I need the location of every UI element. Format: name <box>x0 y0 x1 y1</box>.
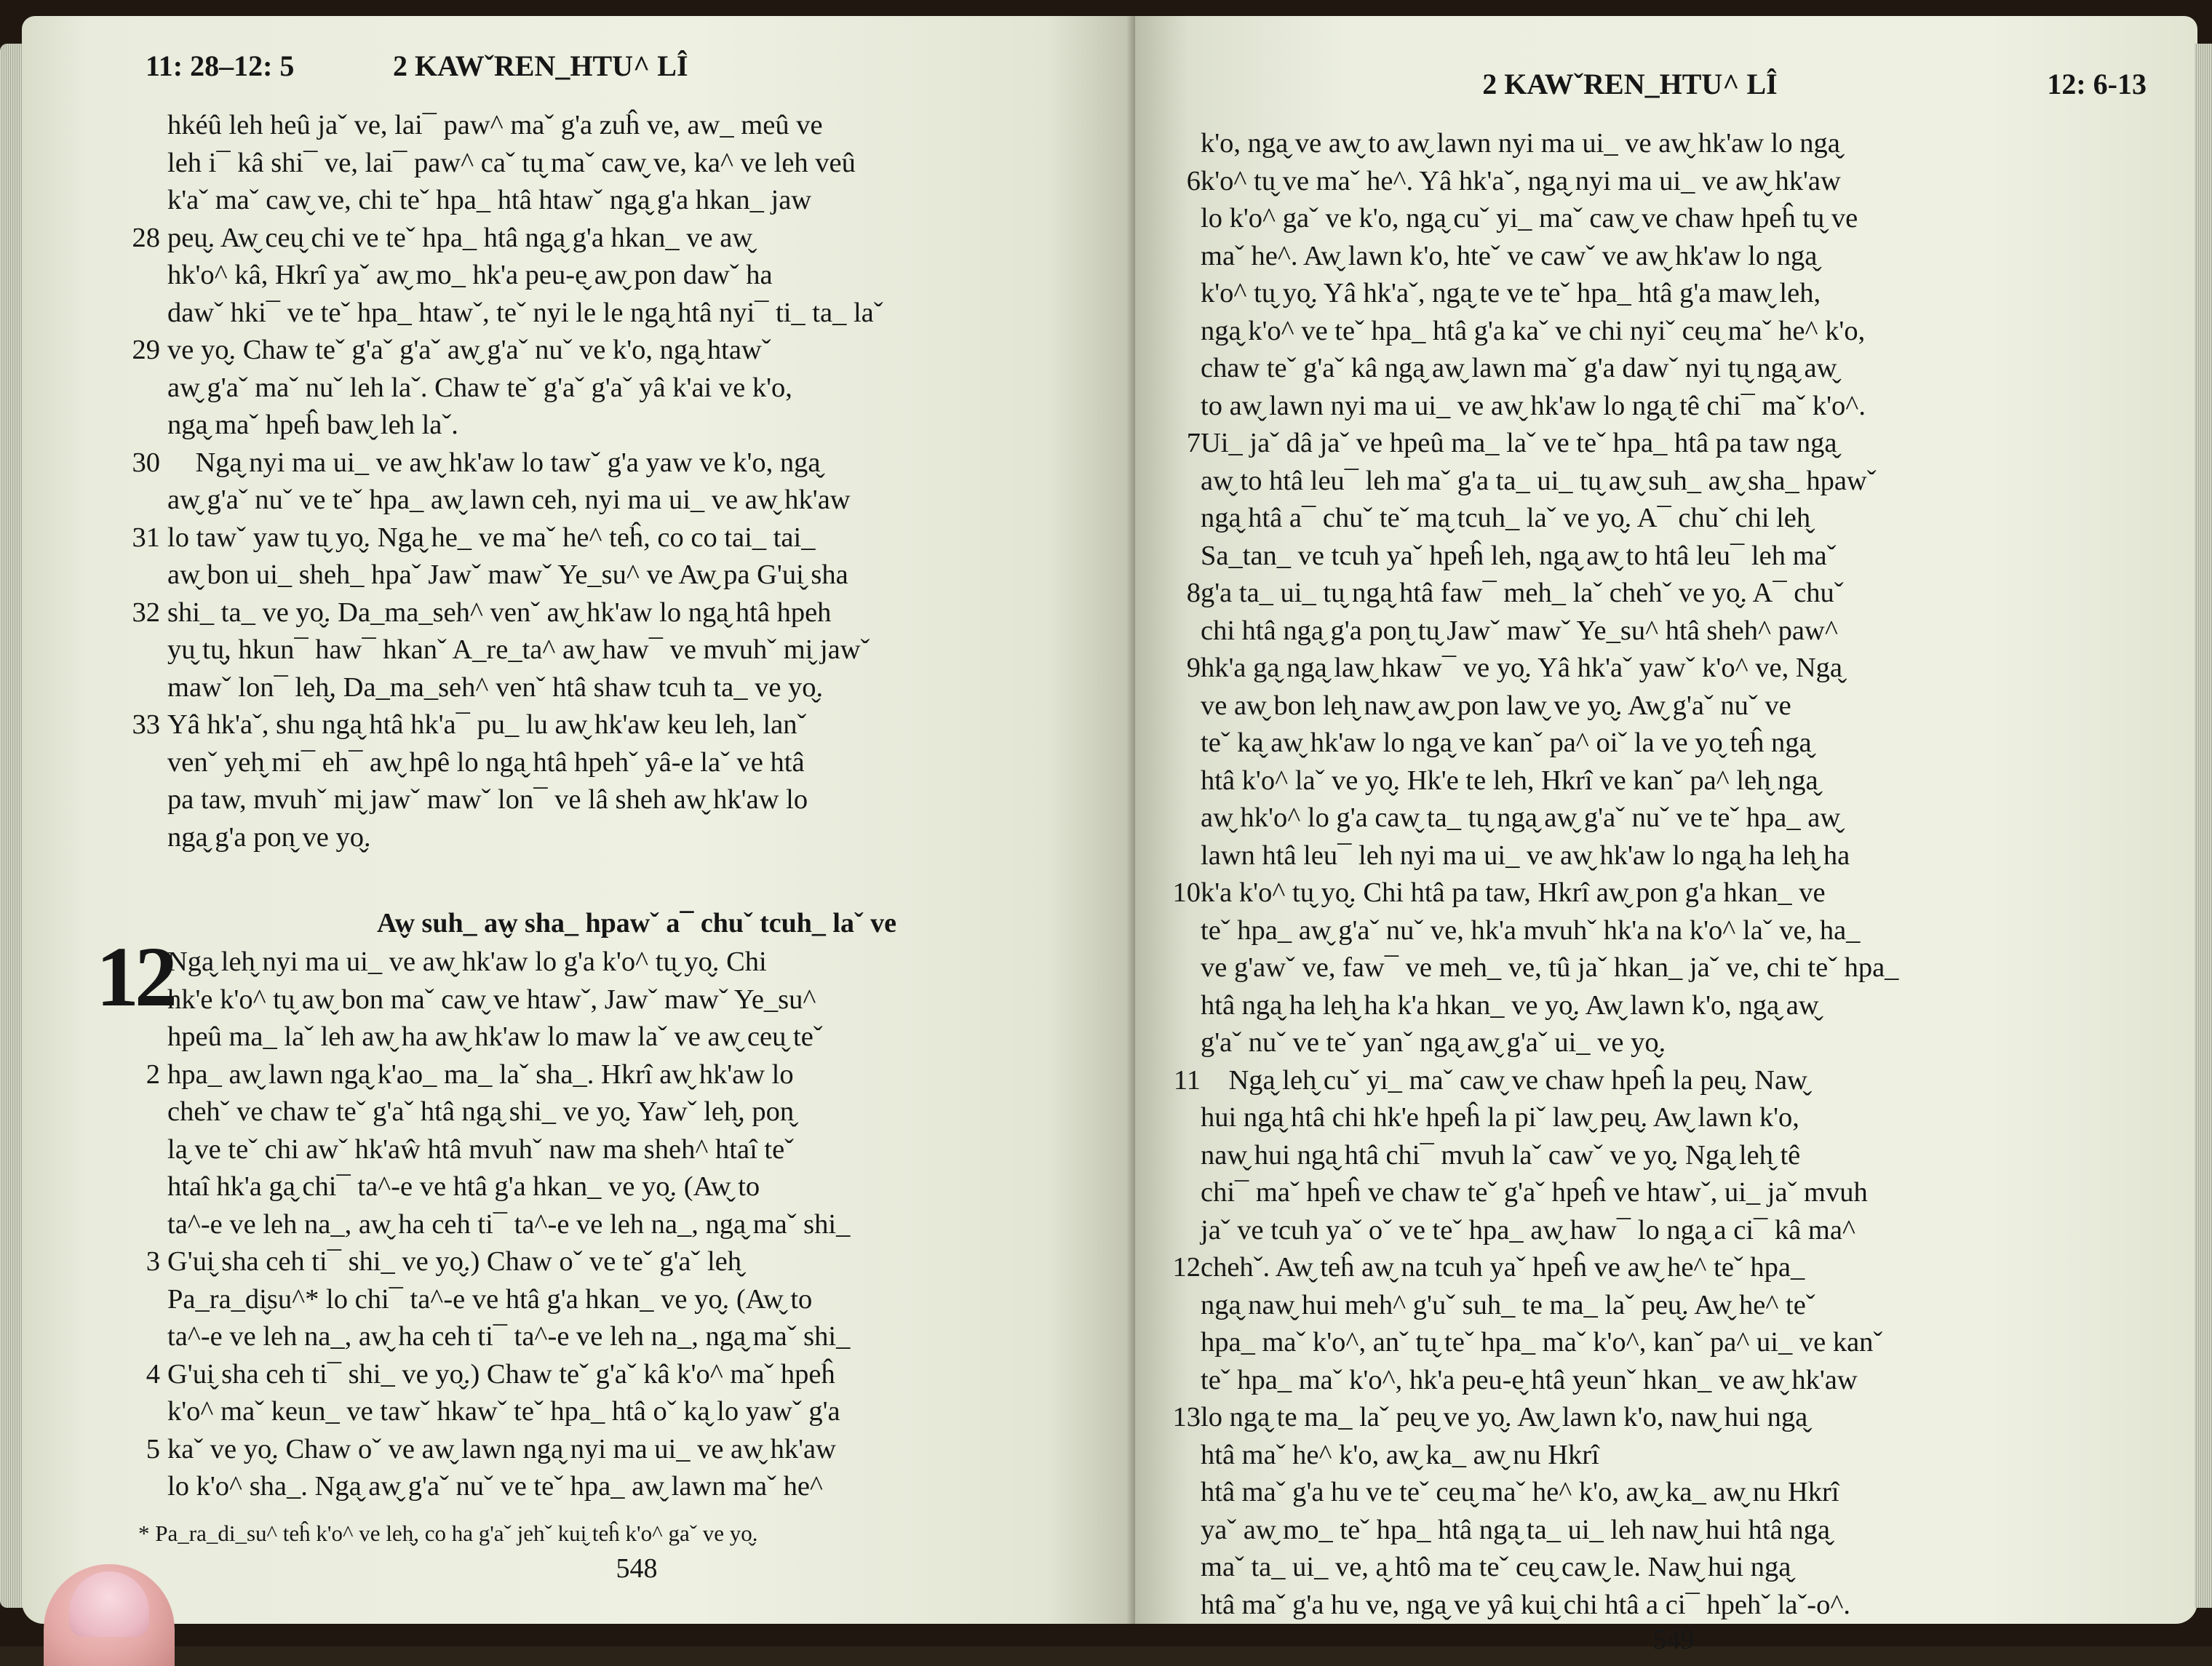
text-line <box>1201 1437 2147 1475</box>
line-text: Nga̬ leh̬ cuˇ yi_ maˇ caw̬ ve chaw hpeĥ la peu̬. Naw̬ <box>1201 1064 1807 1096</box>
verse-number: 2 <box>146 1059 160 1090</box>
line-text: teˇ hpa_ aw̬ g'aˇ nuˇ ve, hk'a mvuhˇ hk'a na k'o^ laˇ ve, ha_ <box>1201 914 1861 946</box>
line-text: lawn htâ leu¯ leh nyi ma ui_ ve aw̬ hk'aw lo nga̬ ha leh̬ ha <box>1201 840 1850 871</box>
text-line <box>167 1168 1106 1206</box>
line-text: k'o^ tu̬ ve maˇ he^. Yâ hk'aˇ, nga̬ nyi ma ui_ ve aw̬ hk'aw <box>1201 165 1841 196</box>
text-line <box>167 631 1106 669</box>
text-line <box>1201 1549 2147 1587</box>
text-line <box>1201 687 2147 725</box>
text-line <box>167 1318 1106 1356</box>
text-line <box>1201 1137 2147 1175</box>
text-line <box>132 706 1106 744</box>
line-text: k'a k'o^ tu̬ yo̬. Chi htâ pa taw, Hkrî aw̬ pon g'a hkan_ ve <box>1201 877 1826 908</box>
line-text: leh i¯ kâ shi¯ ve, lai¯ paw^ caˇ tu̬ maˇ caw̬ ve, ka^ ve leh veû <box>167 147 856 178</box>
verse-number: 12 <box>1172 1252 1201 1283</box>
line-text: k'o, nga̬ ve aw̬ to aw̬ lawn nyi ma ui_ ve aw̬ hk'aw lo nga̬ <box>1201 128 1840 159</box>
text-line <box>167 1393 1106 1431</box>
line-text: nga̬ k'o^ ve teˇ hpa_ htâ g'a kaˇ ve chi nyiˇ ceu̬ maˇ he^ k'o, <box>1201 315 1866 346</box>
line-text: shi_ ta_ ve yo̬. Da_ma_seh^ venˇ aw̬ hk'aw lo nga̬ htâ hpeh <box>167 597 832 628</box>
text-line <box>167 182 1106 220</box>
page-edges-right <box>2195 44 2212 1608</box>
page-number-right: 549 <box>1652 1625 1695 1655</box>
text-line <box>1201 837 2147 875</box>
line-text: to aw̬ lawn nyi ma ui_ ve aw̬ hk'aw lo nga̬ tê chi¯ maˇ k'o^. <box>1201 390 1866 421</box>
verse-number: 30 <box>132 447 160 478</box>
text-line <box>1201 238 2147 276</box>
line-text: pa taw, mvuhˇ mi̬ jawˇ mawˇ lon¯ ve lâ sheh aw̬ hk'aw lo <box>167 784 808 815</box>
line-text: Yâ hk'aˇ, shu nga̬ htâ hk'a¯ pu_ lu aw̬ hk'aw keu leh, lanˇ <box>167 709 807 740</box>
verse-number: 4 <box>146 1358 160 1390</box>
line-text: peu̬. Aw̬ ceu̬ chi ve teˇ hpa_ htâ nga̬ g'a hkan_ ve aw̬ <box>167 222 753 253</box>
text-line <box>146 1431 1106 1469</box>
text-line <box>167 1468 1106 1506</box>
verse-number: 3 <box>146 1246 160 1277</box>
line-text: hpa_ aw̬ lawn nga̬ k'ao_ ma_ laˇ sha_. Hkrî aw̬ hk'aw lo <box>167 1059 794 1090</box>
line-text: htâ maˇ g'a hu ve teˇ ceu̬ maˇ he^ k'o, aw̬ ka_ aw̬ nu Hkrî <box>1201 1477 1839 1507</box>
line-text: Nga̬ nyi ma ui_ ve aw̬ hk'aw lo tawˇ g'a yaw ve k'o, nga̬ <box>167 447 821 478</box>
line-text: ve g'awˇ ve, faw¯ ve meh_ ve, tû jaˇ hkan_ jaˇ ve, chi teˇ hpa_ <box>1201 952 1899 983</box>
line-text: teˇ hpa_ maˇ k'o^, hk'a peu-e̬ htâ yeunˇ hkan_ ve aw̬ hk'aw <box>1201 1364 1858 1395</box>
text-line <box>1201 987 2147 1025</box>
text-line <box>167 781 1106 819</box>
line-text: hk'e k'o^ tu̬ aw̬ bon maˇ caw̬ ve htawˇ, Jawˇ mawˇ Ye_su^ <box>167 984 816 1015</box>
line-text: Pa_ra_di̬su^* lo chi¯ ta^-e ve htâ g'a hkan_ ve yo̬. (Aw̬ to <box>167 1283 813 1315</box>
text-line <box>167 744 1106 782</box>
text-line <box>167 1019 1106 1056</box>
line-text: yu̬ tu̬, hkun¯ haw¯ hkanˇ A_re_ta^ aw̬ haw¯ ve mvuhˇ mi̬ jawˇ <box>167 634 870 665</box>
text-line <box>132 445 1106 482</box>
line-text: hkéû leh heû jaˇ ve, lai¯ paw^ maˇ g'a zuĥ ve, aw_ meû ve <box>167 110 823 140</box>
text-line <box>1201 949 2147 987</box>
text-line <box>1201 1474 2147 1512</box>
line-text: naw̬ hui nga̬ htâ chi¯ mvuh laˇ cawˇ ve yo̬. Nga̬ leh̬ tê <box>1201 1139 1801 1171</box>
verse-number: 31 <box>132 522 160 553</box>
line-text: chaw teˇ g'aˇ kâ nga̬ aw̬ lawn maˇ g'a dawˇ nyi tu̬ nga̬ aw̬ <box>1201 353 1837 383</box>
line-text: lo nga̬ te ma_ laˇ peu̬ ve yo̬. Aw̬ lawn k'o, naw̬ hui nga̬ <box>1201 1402 1808 1432</box>
line-text: ta^-e ve leh na_, aw̬ ha ceh ti¯ ta^-e ve leh na_, nga̬ maˇ shi_ <box>167 1321 851 1352</box>
text-line <box>1172 1399 2147 1437</box>
verse-number: 7 <box>1186 428 1201 458</box>
text-line <box>167 145 1106 183</box>
verse-number: 8 <box>1186 578 1201 608</box>
line-text: g'a ta_ ui_ tu̬ nga̬ htâ faw¯ meh_ laˇ chehˇ ve yo̬. A¯ chuˇ <box>1201 578 1844 608</box>
text-line <box>1201 538 2147 575</box>
line-text: htâ nga̬ ha leh̬ ha k'a hkan_ ve yo̬. Aw̬ lawn k'o, nga̬ aw̬ <box>1201 989 1819 1021</box>
text-line <box>167 819 1106 857</box>
left-body-after <box>146 944 1106 1506</box>
line-text: nga̬ maˇ hpeĥ baw̬ leh laˇ. <box>167 410 458 440</box>
line-text: chi¯ maˇ hpeĥ ve chaw teˇ g'aˇ hpeĥ ve htawˇ, ui_ jaˇ mvuh <box>1201 1177 1868 1208</box>
text-line <box>132 332 1106 370</box>
header-ref-left: 11: 28–12: 5 <box>146 49 295 82</box>
text-line <box>146 1056 1106 1094</box>
header-title-left: 2 KAWˇREN_HTU^ LÎ <box>393 49 688 82</box>
line-text: nga̬ g'a pon̬ ve yo̬. <box>167 821 371 853</box>
text-line <box>167 295 1106 332</box>
page-number-left: 548 <box>616 1553 658 1584</box>
line-text: lo k'o^ sha_. Nga̬ aw̬ g'aˇ nuˇ ve teˇ hpa_ aw̬ lawn maˇ he^ <box>167 1471 823 1502</box>
text-line <box>1201 1512 2147 1550</box>
text-line <box>1201 1024 2147 1062</box>
text-line <box>1201 1587 2147 1625</box>
text-line <box>146 1243 1106 1281</box>
text-line <box>167 1281 1106 1319</box>
text-line <box>1201 1212 2147 1250</box>
text-line <box>167 557 1106 594</box>
text-line <box>1201 463 2147 501</box>
line-text: maˇ he^. Aw̬ lawn k'o, hteˇ ve cawˇ ve aw̬ hk'aw lo nga̬ <box>1201 240 1818 271</box>
line-text: ta^-e ve leh na_, aw̬ ha ceh ti¯ ta^-e ve leh na_, nga̬ maˇ shi_ <box>167 1208 851 1240</box>
text-line <box>132 519 1106 557</box>
line-text: G'ui̬ sha ceh ti¯ shi_ ve yo̬.) Chaw oˇ ve teˇ g'aˇ leh̬ <box>167 1246 742 1277</box>
verse-number: 28 <box>132 222 160 253</box>
line-text: hpa_ maˇ k'o^, anˇ tu̬ teˇ hpa_ maˇ k'o^, kanˇ pa^ ui_ ve kanˇ <box>1201 1327 1883 1358</box>
line-text: Sa_tan_ ve tcuh yaˇ hpeĥ leh, nga̬ aw̬ to htâ leu¯ leh maˇ <box>1201 540 1837 571</box>
text-line <box>1201 200 2147 238</box>
line-text: lo tawˇ yaw tu̬ yo̬. Nga̬ he_ ve maˇ he^ teĥ, co co tai_ tai_ <box>167 522 816 553</box>
verse-number: 32 <box>132 597 160 628</box>
line-text: ve aw̬ bon leh̬ naw̬ aw̬ pon law̬ ve yo̬. Aw̬ g'aˇ nuˇ ve <box>1201 690 1791 721</box>
text-line <box>167 944 1106 981</box>
text-line <box>1172 874 2147 912</box>
verse-number: 33 <box>132 709 160 740</box>
line-text: Ui_ jaˇ dâ jaˇ ve hpeû ma_ laˇ ve teˇ hpa_ htâ pa taw nga̬ <box>1201 428 1837 458</box>
text-line <box>167 1206 1106 1244</box>
line-text: lo k'o^ gaˇ ve k'o, nga̬ cuˇ yi_ maˇ caw̬ ve chaw hpeĥ tu̬ ve <box>1201 203 1858 234</box>
header-title-right: 2 KAWˇREN_HTU^ LÎ <box>1482 68 1778 100</box>
text-line <box>1201 350 2147 388</box>
line-text: aw̬ to htâ leu¯ leh maˇ g'a ta_ ui_ tu̬ aw̬ suh_ aw̬ sha_ hpawˇ <box>1201 465 1877 496</box>
line-text: htaî hk'a ga̬ chi¯ ta^-e ve htâ g'a hkan_ ve yo̬. (Aw̬ to <box>167 1171 760 1202</box>
text-line <box>167 981 1106 1019</box>
line-text: ve yo̬. Chaw teˇ g'aˇ g'aˇ aw̬ g'aˇ nuˇ ve k'o, nga̬ htawˇ <box>167 335 771 365</box>
section-heading: Aw̬ suh_ aw̬ sha_ hpawˇ a¯ chuˇ tcuh_ laˇ ve <box>376 908 896 938</box>
text-line <box>132 220 1106 258</box>
line-text: k'o^ tu̬ yo̬. Yâ hk'aˇ, nga̬ te ve teˇ hpa_ htâ g'a maw̬ leh, <box>1201 278 1821 308</box>
line-text: G'ui̬ sha ceh ti¯ shi_ ve yo̬.) Chaw teˇ g'aˇ kâ k'o^ maˇ hpeĥ <box>167 1358 835 1390</box>
verse-number: 6 <box>1186 165 1201 196</box>
line-text: yaˇ aw̬ mo_ teˇ hpa_ htâ nga̬ ta_ ui_ leh naw̬ hui htâ nga̬ <box>1201 1514 1830 1545</box>
line-text: aw̬ bon ui_ sheh_ hpaˇ Jawˇ mawˇ Ye_su^ ve Aw̬ pa G'ui̬ sha <box>167 559 848 590</box>
text-line <box>1201 1362 2147 1400</box>
text-line <box>1201 613 2147 650</box>
text-line <box>1201 313 2147 351</box>
text-line <box>1201 500 2147 538</box>
text-line <box>1186 425 2147 463</box>
right-body <box>1172 125 2147 1624</box>
verse-number: 29 <box>132 335 160 365</box>
text-line <box>146 1356 1106 1394</box>
line-text: jaˇ ve tcuh yaˇ oˇ ve teˇ hpa_ aw̬ haw¯ lo nga̬ a ci¯ kâ ma^ <box>1201 1214 1855 1245</box>
line-text: hk'o^ kâ, Hkrî yaˇ aw̬ mo_ hk'a peu-e̬ aw̬ pon dawˇ ha <box>167 260 773 290</box>
running-head-right <box>1201 67 2147 125</box>
text-line <box>167 1131 1106 1169</box>
text-line <box>132 594 1106 632</box>
line-text: htâ maˇ g'a hu ve, nga̬ ve yâ kui̬ chi htâ a ci¯ hpehˇ laˇ-o^. <box>1201 1589 1851 1620</box>
line-text: nga̬ htâ a¯ chuˇ teˇ ma̬ tcuh_ laˇ ve yo̬. A¯ chuˇ chi leh̬ <box>1201 503 1811 533</box>
text-line <box>1201 1287 2147 1325</box>
line-text: dawˇ hki¯ ve teˇ hpa_ htawˇ, teˇ nyi le le nga̬ htâ nyi¯ ti_ ta_ laˇ <box>167 297 883 328</box>
line-text: la̬ ve teˇ chi awˇ hk'aŵ htâ mvuhˇ naw ma sheh^ htaî teˇ <box>167 1133 795 1165</box>
text-line <box>167 669 1106 707</box>
text-line <box>1172 1249 2147 1287</box>
running-head-left <box>146 49 1106 107</box>
line-text: chi htâ nga̬ g'a pon̬ tu̬ Jawˇ mawˇ Ye_su^ htâ sheh^ paw^ <box>1201 615 1838 646</box>
left-body-before <box>132 107 1106 856</box>
line-text: k'o^ maˇ keun_ ve tawˇ hkawˇ teˇ hpa_ htâ oˇ ka̬ lo yawˇ g'a <box>167 1396 840 1427</box>
left-page <box>22 16 1135 1624</box>
line-text: htâ maˇ he^ k'o, aw̬ ka_ aw̬ nu Hkrî <box>1201 1439 1599 1470</box>
verse-number: 13 <box>1172 1402 1201 1432</box>
chapter-number: 12 <box>96 929 173 1024</box>
text-line <box>1186 575 2147 613</box>
verse-number: 5 <box>146 1433 160 1464</box>
line-text: aw̬ g'aˇ nuˇ ve teˇ hpa_ aw̬ lawn ceh, nyi ma ui_ ve aw̬ hk'aw <box>167 485 851 515</box>
text-line <box>167 482 1106 519</box>
line-text: teˇ ka̬ aw̬ hk'aw lo nga̬ ve kanˇ pa^ oiˇ la ve yo̬ teĥ nga̬ <box>1201 728 1812 758</box>
text-line <box>1201 275 2147 313</box>
text-line <box>1201 762 2147 800</box>
text-line <box>1173 1062 2147 1100</box>
line-text: htâ k'o^ laˇ ve yo̬. Hk'e te leh, Hkrî ve kanˇ pa^ leh̬ nga̬ <box>1201 765 1818 796</box>
right-page <box>1135 16 2197 1655</box>
text-line <box>1186 650 2147 687</box>
text-line <box>1186 163 2147 201</box>
line-text: venˇ yeh̬ mi¯ eh¯ aw̬ hpê lo nga̬ htâ hpehˇ yâ-e laˇ ve htâ <box>167 746 805 778</box>
text-line <box>1201 388 2147 426</box>
text-line <box>1201 125 2147 163</box>
text-line <box>1201 1099 2147 1137</box>
line-text: maˇ ta_ ui_ ve, a̬ htô ma teˇ ceu̬ caw̬ le. Naw̬ hui nga̬ <box>1201 1552 1791 1582</box>
line-text: nga̬ naw̬ hui meh^ g'uˇ suh_ te ma_ laˇ peu̬. Aw̬ he^ teˇ <box>1201 1289 1815 1320</box>
footnote: * Pa_ra_di_su^ teĥ k'o^ ve leh̬, co ha g'aˇ jehˇ kui̬ teĥ k'o^ gaˇ ve yo̬. <box>138 1520 758 1546</box>
line-text: hk'a ga̬ nga̬ law̬ hkaw¯ ve yo̬. Yâ hk'aˇ yawˇ k'o^ ve, Nga̬ <box>1201 653 1843 683</box>
line-text: chehˇ ve chaw teˇ g'aˇ htâ nga̬ shi_ ve yo̬. Yawˇ leh̬, pon̬ <box>167 1096 795 1127</box>
text-line <box>167 370 1106 407</box>
chapter-block <box>96 929 1106 1506</box>
line-text: aw̬ hk'o^ lo g'a caw̬ ta_ tu̬ nga̬ aw̬ g'aˇ nuˇ ve teˇ hpa_ aw̬ <box>1201 802 1841 833</box>
text-line <box>167 107 1106 145</box>
header-ref-right: 12: 6-13 <box>2047 68 2147 100</box>
verse-number: 9 <box>1186 653 1201 683</box>
line-text: kaˇ ve yo̬. Chaw oˇ ve aw̬ lawn nga̬ nyi ma ui_ ve aw̬ hk'aw <box>167 1433 836 1464</box>
text-line <box>167 257 1106 295</box>
line-text: chehˇ. Aw̬ teĥ aw̬ na tcuh yaˇ hpeĥ ve aw̬ he^ teˇ hpa_ <box>1201 1252 1805 1283</box>
text-line <box>1201 1324 2147 1362</box>
line-text: Nga̬ leh̬ nyi ma ui_ ve aw̬ hk'aw lo g'a k'o^ tu̬ yo̬. Chi <box>167 946 767 977</box>
text-line <box>167 407 1106 445</box>
line-text: g'aˇ nuˇ ve teˇ yanˇ nga̬ aw̬ g'aˇ ui_ ve yo̬. <box>1201 1027 1666 1058</box>
line-text: k'aˇ maˇ caw̬ ve, chi teˇ hpa_ htâ htawˇ nga̬ g'a hkan_ jaw <box>167 185 812 215</box>
verse-number: 11 <box>1173 1064 1201 1096</box>
text-line <box>1201 1174 2147 1212</box>
text-line <box>1201 800 2147 837</box>
line-text: hui nga̬ htâ chi hk'e hpeĥ la piˇ law̬ peu̬. Aw̬ lawn k'o, <box>1201 1102 1799 1133</box>
line-text: mawˇ lon¯ leh̬, Da_ma_seh^ venˇ htâ shaw tcuh ta_ ve yo̬. <box>167 671 824 703</box>
line-text: aw̬ g'aˇ maˇ nuˇ leh laˇ. Chaw teˇ g'aˇ g'aˇ yâ k'ai ve k'o, <box>167 372 792 403</box>
text-line <box>1201 912 2147 950</box>
verse-number: 10 <box>1172 877 1201 908</box>
line-text: hpeû ma_ laˇ leh aw̬ ha aw̬ hk'aw lo maw laˇ ve aw̬ ceu̬ teˇ <box>167 1021 823 1052</box>
text-line <box>1201 725 2147 762</box>
text-line <box>167 1093 1106 1131</box>
